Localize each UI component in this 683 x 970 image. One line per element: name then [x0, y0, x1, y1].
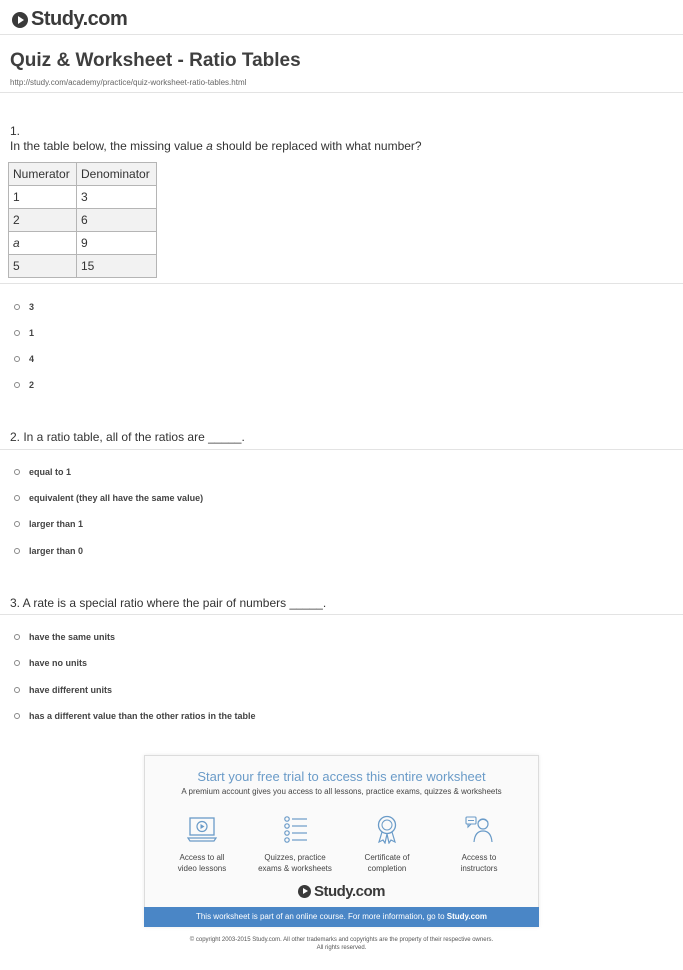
- question-2-text: 2. In a ratio table, all of the ratios are _____.: [10, 430, 245, 444]
- q1-option-2[interactable]: [14, 328, 34, 338]
- radio-button[interactable]: [14, 713, 20, 719]
- copyright-line: © copyright 2003-2015 Study.com. All other trademarks and copyrights are the property of their respective owners.: [189, 937, 494, 943]
- ratio-table: [8, 162, 157, 278]
- q2-option-1[interactable]: [14, 467, 71, 477]
- instructor-icon: [464, 814, 494, 844]
- study-link[interactable]: Study.com: [446, 912, 488, 921]
- promo-subhead: A premium account gives you access to all lessons, practice exams, quizzes & worksheets: [181, 787, 502, 796]
- radio-button[interactable]: [14, 687, 20, 693]
- copyright-line: All rights reserved.: [316, 945, 367, 951]
- option-label: have different units: [29, 685, 113, 695]
- question-1-number: 1.: [10, 124, 21, 138]
- title-divider: [0, 92, 683, 93]
- feature-label: Quizzes, practice: [264, 853, 326, 862]
- option-label: have the same units: [29, 632, 116, 642]
- table-cell: 5: [9, 255, 77, 278]
- radio-button[interactable]: [14, 382, 20, 388]
- option-label: larger than 0: [29, 546, 84, 556]
- radio-button[interactable]: [14, 330, 20, 336]
- table-cell: 6: [77, 209, 157, 232]
- radio-button[interactable]: [14, 469, 20, 475]
- q3-option-3[interactable]: [14, 685, 112, 695]
- option-label: equivalent (they all have the same value): [29, 493, 204, 503]
- q1-option-1[interactable]: [14, 302, 34, 312]
- table-row: [9, 255, 157, 278]
- q3-option-4[interactable]: [14, 711, 256, 721]
- option-label: 4: [29, 354, 35, 364]
- feature-certificate: [342, 814, 432, 874]
- table-header-denominator: Denominator: [77, 163, 157, 186]
- feature-label: completion: [367, 864, 407, 873]
- table-cell: 9: [77, 232, 157, 255]
- feature-quizzes: [250, 814, 340, 874]
- q3-option-2[interactable]: [14, 658, 87, 668]
- feature-video-lessons: [157, 814, 247, 874]
- play-logo-icon: [298, 885, 311, 898]
- option-label: 1: [29, 328, 35, 338]
- table-row: [9, 186, 157, 209]
- page-url: http://study.com/academy/practice/quiz-worksheet-ratio-tables.html: [10, 78, 247, 87]
- radio-button[interactable]: [14, 521, 20, 527]
- certificate-icon: [372, 814, 402, 844]
- table-row: [9, 209, 157, 232]
- option-label: have no units: [29, 658, 88, 668]
- free-trial-promo: [144, 755, 539, 927]
- option-label: equal to 1: [29, 467, 72, 477]
- feature-label: video lessons: [177, 864, 227, 873]
- table-cell: 3: [77, 186, 157, 209]
- table-row: [9, 232, 157, 255]
- option-label: larger than 1: [29, 519, 84, 529]
- option-label: 3: [29, 302, 35, 312]
- q2-option-2[interactable]: [14, 493, 203, 503]
- feature-label: Access to: [461, 853, 497, 862]
- question-2-divider: [0, 449, 683, 450]
- q1-option-3[interactable]: [14, 354, 34, 364]
- table-header-row: [9, 163, 157, 186]
- feature-label: Access to all: [179, 853, 225, 862]
- question-3-text: 3. A rate is a special ratio where the pair of numbers _____.: [10, 596, 327, 610]
- radio-button[interactable]: [14, 634, 20, 640]
- promo-logo-text: Study.com: [313, 883, 386, 900]
- radio-button[interactable]: [14, 304, 20, 310]
- copyright-footer: [0, 936, 683, 952]
- feature-label: exams & worksheets: [258, 864, 332, 873]
- radio-button[interactable]: [14, 660, 20, 666]
- page-title: Quiz & Worksheet - Ratio Tables: [10, 50, 301, 71]
- promo-headline: Start your free trial to access this entire worksheet: [197, 769, 486, 784]
- radio-button[interactable]: [14, 495, 20, 501]
- feature-label: Certificate of: [364, 853, 410, 862]
- table-header-numerator: Numerator: [9, 163, 77, 186]
- promo-study-logo[interactable]: [145, 883, 538, 900]
- study-logo[interactable]: [12, 8, 127, 31]
- video-lesson-icon: [187, 814, 217, 844]
- table-cell: a: [9, 232, 77, 255]
- q2-option-3[interactable]: [14, 519, 83, 529]
- q3-option-1[interactable]: [14, 632, 115, 642]
- q2-option-4[interactable]: [14, 546, 83, 556]
- table-cell: 1: [9, 186, 77, 209]
- radio-button[interactable]: [14, 356, 20, 362]
- feature-label: instructors: [460, 864, 498, 873]
- quiz-list-icon: [280, 814, 310, 844]
- radio-button[interactable]: [14, 548, 20, 554]
- question-1-divider: [0, 283, 683, 284]
- feature-instructors: [434, 814, 524, 874]
- q1-option-4[interactable]: [14, 380, 34, 390]
- table-cell: 15: [77, 255, 157, 278]
- question-1-text: In the table below, the missing value a should be replaced with what number?: [10, 139, 422, 153]
- play-logo-icon: [12, 12, 28, 28]
- header-divider: [0, 34, 683, 35]
- option-label: has a different value than the other ratios in the table: [29, 711, 256, 721]
- option-label: 2: [29, 380, 35, 390]
- logo-text: Study.com: [31, 8, 128, 30]
- promo-info-bar: This worksheet is part of an online course. For more information, go to Study.com: [144, 907, 539, 927]
- table-cell: 2: [9, 209, 77, 232]
- question-3-divider: [0, 614, 683, 615]
